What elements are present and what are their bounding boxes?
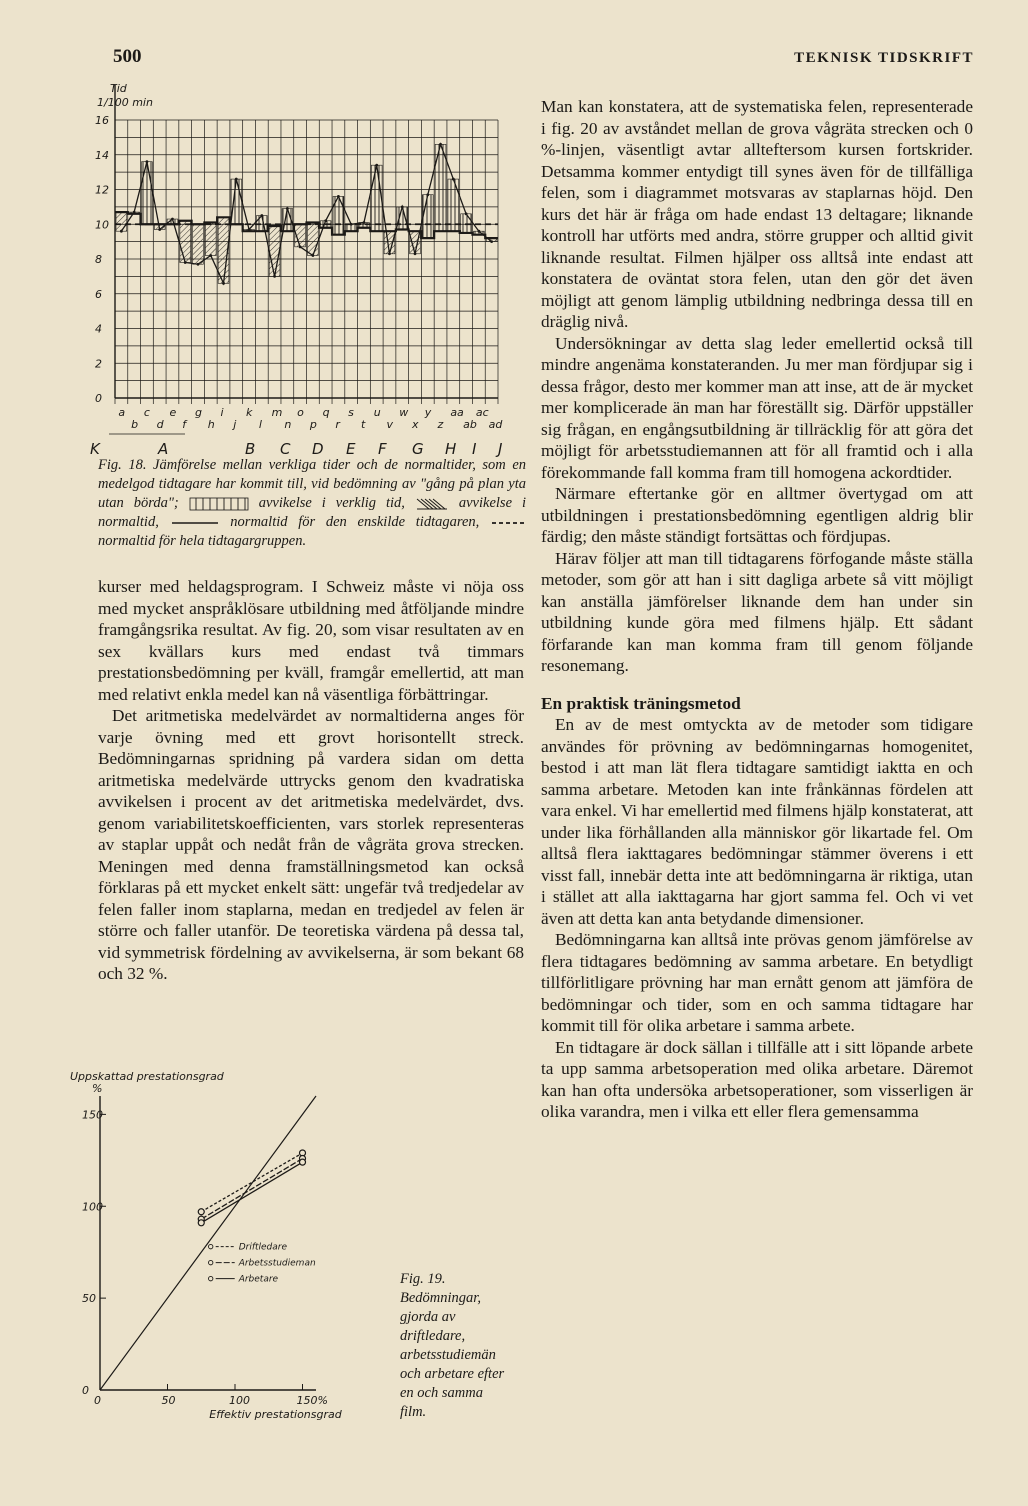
fig18-xtick-upper: c (143, 406, 150, 419)
fig18-group-label: I (472, 440, 477, 458)
fig18-actual-point (260, 214, 263, 217)
fig18-actual-point (477, 230, 480, 233)
fig18-legend-vertical: avvikelse i verklig tid, (258, 495, 405, 511)
fig18-actual-point (197, 263, 200, 266)
fig19-xtick: 150% (296, 1394, 328, 1407)
fig18-deviation-bar (193, 224, 204, 264)
fig18-actual-point (184, 261, 187, 264)
fig18-deviation-bar (308, 223, 319, 256)
fig18-actual-point (388, 252, 391, 255)
fig18-xtick-upper: i (220, 406, 224, 419)
fig18-xtick-lower: ad (488, 418, 503, 431)
fig18-group-label: F (378, 440, 387, 458)
fig18-caption-label: Fig. 18. (98, 457, 147, 473)
section-heading: En praktisk träningsmetod (541, 693, 741, 713)
fig18-deviation-bar (205, 223, 216, 256)
fig18-ytick: 0 (95, 392, 102, 405)
fig18-actual-point (299, 245, 302, 248)
fig18-chart (90, 80, 520, 458)
left-paragraph: kurser med heldagsprogram. I Schweiz måste vi nöja oss med mycket anspråklösare utbildning med åtföljande mindre framgångsrika resultat. Av fig. 20, som visar resultaten av en sex kvällars kurs med endast två timmars prestationsbedömning per kväll, framgår emellertid, att man med relativt enkla medel kan nå väsentliga förbättringar. (98, 577, 524, 704)
fig18-xtick-upper: a (118, 406, 126, 419)
fig18-xtick-lower: v (386, 418, 393, 431)
fig19-caption: Fig. 19. Bedömningar, gjorda av driftledare, arbetsstudiemän och arbetare efter en och samma film. (400, 1271, 505, 1420)
fig18-xtick-lower: j (233, 418, 237, 431)
fig18-xtick-lower: h (207, 418, 215, 431)
fig18-ytick: 14 (95, 148, 109, 162)
fig18-actual-point (426, 193, 429, 196)
fig18-caption (98, 456, 526, 551)
page-number: 500 (113, 46, 142, 67)
fig18-legend-solid: normaltid för den enskilde tidtagaren, (230, 514, 480, 530)
fig19-ytick: 0 (82, 1384, 89, 1397)
fig18-xtick-upper: w (399, 406, 409, 419)
fig19-point (300, 1159, 306, 1165)
fig18-actual-point (337, 195, 340, 198)
fig18-actual-point (146, 160, 149, 163)
fig18-deviation-bar (371, 165, 382, 231)
journal-title: TEKNISK TIDSKRIFT (794, 50, 974, 66)
solid-line-symbol (170, 519, 220, 527)
fig18-deviation-bar (333, 196, 344, 234)
fig18-labels (90, 82, 503, 458)
right-column (541, 96, 973, 1123)
fig18-xtick-lower: f (182, 418, 187, 431)
fig18-group-label: A (158, 440, 169, 458)
fig19-xtick: 0 (94, 1394, 101, 1407)
fig18-actual-point (158, 228, 161, 231)
fig18-xtick-upper: e (169, 406, 177, 419)
fig19-series-line (201, 1162, 302, 1223)
fig18-actual-point (375, 164, 378, 167)
fig19-legend (209, 1243, 316, 1285)
fig19-xtick: 50 (161, 1394, 176, 1407)
fig18-xtick-upper: q (322, 406, 330, 419)
fig18-deviation-bar (142, 162, 153, 225)
fig18-group-label: G (412, 440, 424, 458)
dashed-line-symbol (490, 519, 526, 527)
fig18-grid (115, 85, 498, 404)
fig18-actual-point (311, 254, 314, 257)
fig18-deviation-bar (397, 207, 408, 230)
fig18-ylabel-unit: 1/100 min (97, 96, 153, 109)
fig18-actual-point (363, 221, 366, 224)
fig19-legend-marker (209, 1276, 213, 1280)
fig18-actual-point (209, 254, 212, 257)
fig18-xtick-lower: ab (463, 418, 477, 431)
fig18-xtick-upper: g (194, 406, 202, 419)
fig18-actual-point (465, 212, 468, 215)
right-paragraph: Närmare eftertanke gör en alltmer övertygad om att utbildningen i prestationsbedömning egentligen aldrig blir färdig; den måste ständigt fortsättas och fördjupas. (541, 484, 973, 546)
right-paragraph: En av de mest omtyckta av de metoder som tidigare användes för prövning av bedömningarnas homogenitet, bestod i att man lät flera tidtagare samtidigt iaktta en och samma arbetare. Metoden kan inte frånkännas fördelen att vara enkel. Vi har emellertid med filmens hjälp konstaterat, att under lika förhållanden alla människor gör likartade fel. Om alltså flera iakttagares bedömningar stämmer överens i ett visst fall, innebär detta inte att bedömningarna är riktiga, utan i stället att alla iakttagarna har gjort samma fel. Och vi vet även att detta kan anta betydande dimensioner. (541, 715, 973, 928)
fig19-ytick: 150 (82, 1108, 103, 1122)
right-paragraph: Bedömningarna kan alltså inte prövas genom jämförelse av flera tidtagares bedömning av samma arbetare. En betydligt tillförlitligare prövning har man ernått genom att jämföra de bedömningar och tider, som en och samma tidtagare har kommit till för olika arbetare i samma arbete. (541, 930, 973, 1035)
fig18-group-label: E (346, 440, 356, 458)
fig19-ylabel: Uppskattad prestationsgrad (70, 1070, 224, 1083)
fig18-actual-point (171, 218, 174, 221)
fig18-xtick-lower: b (131, 418, 139, 431)
fig18-deviation-bar (116, 212, 127, 231)
fig18-group-label: B (245, 440, 256, 458)
right-paragraph: En tidtagare är dock sällan i tillfälle att i sitt löpande arbete ta upp samma arbetsoperation med olika arbetare. Däremot kan han ofta undersöka arbetsoperationer, som visserligen är olika varandra, men i vilka ett eller flera gemensamma (541, 1037, 973, 1121)
fig18-xtick-upper: ac (475, 406, 489, 419)
fig18-caption-text: Jämförelse mellan verkliga tider och de normaltider, som en medelgod tidtagare har kommit till, vid bedömning av "gång på plan yta utan börda"; (98, 457, 527, 511)
fig18-ytick: 6 (95, 287, 102, 301)
fig18-ytick: 8 (95, 253, 102, 266)
fig18-xtick-lower: p (309, 418, 317, 431)
diagonal-hatch-symbol (415, 497, 449, 511)
fig18-ytick: 2 (95, 357, 102, 371)
fig18-group-label: C (280, 440, 291, 458)
fig18-xtick-upper: k (246, 406, 253, 419)
fig18-group-label: H (445, 440, 457, 458)
fig19-legend-marker (209, 1244, 213, 1248)
fig19-xlabel: Effektiv prestationsgrad (209, 1408, 342, 1421)
fig18-actual-point (452, 178, 455, 181)
fig19-ytick: 100 (82, 1200, 103, 1214)
left-paragraph: Det aritmetiska medelvärdet av normaltiderna anges för varje övning med ett grovt horisontellt streck. Bedömningarnas spridning på vardera sidan om detta aritmetiska medelvärde uttrycks genom den kvadratiska avvikelsen i procent av det aritmetiska medelvärdet, dvs. genom variabilitetskoefficienten, vars storlek representeras av staplar uppåt och nedåt från de vågräta grova strecken. Meningen med denna framställningsmetod kan också förklaras på ett mycket enkelt sätt: ungefär två tredjedelar av felen faller inom staplarna, medan en tredjedel av felen är större och faller utanför. De teoretiska värdena på dessa tal, vid symmetrisk fördelning av avvikelserna, är som bekant 68 och 32 %. (98, 706, 524, 983)
fig18-actual-point (401, 205, 404, 208)
fig19-ylabel-unit: % (92, 1082, 103, 1095)
fig18-xtick-lower: t (360, 418, 366, 431)
fig19-legend-label: Arbetsstudieman (238, 1258, 316, 1269)
fig18-actual-point (235, 178, 238, 181)
fig18-xtick-lower: l (258, 418, 262, 431)
fig18-ytick: 16 (95, 114, 109, 127)
fig18-ytick: 12 (95, 183, 109, 197)
fig18-deviation-bar (422, 195, 433, 238)
fig18-xtick-upper: u (373, 406, 381, 419)
fig18-actual-point (273, 275, 276, 278)
fig18-actual-point (439, 143, 442, 146)
fig18-group-label: K (90, 440, 100, 458)
left-column (98, 576, 524, 985)
fig18-deviation-bar (269, 226, 280, 276)
right-paragraph: Undersökningar av detta slag leder emellertid också till mindre angenäma konstateranden. Ju mer man fördjupar sig i dessa frågor, desto mer kommer man att inse, att de är mycket mer komplicerade än man har föreställt sig. Därför uppställer sig frågan, en engångsutbildning är tillräcklig för att göra det möjligt för arbetsstudiemannen att för all framtid och i alla förekommande fall komma fram till homogena ackordtider. (541, 333, 973, 482)
right-paragraph: Man kan konstatera, att de systematiska felen, representerade i fig. 20 av avståndet mellan de grova vågräta strecken och 0 %-linjen, väsentligt avtar allteftersom kursen fortskrider. Detsamma kommer entydigt till synes även för de tillfälliga felen, som i diagrammet motsvaras av staplarnas höjd. Den kurs det här är fråga om hade endast 13 deltagare; liknande kontroll har utförts med andra, större grupper och alltid givit liknande resultat. Filmen hjälper oss alltså inte endast att konstatera de oväntat stora felen, utan den gör det även möjligt att genom lämplig utbildning nedbringa dessa till en dräglig nivå. (541, 97, 973, 331)
fig18-deviation-bar (180, 221, 191, 263)
fig19-series-line (201, 1158, 302, 1219)
fig19-legend-label: Driftledare (238, 1242, 288, 1253)
vertical-hatch-symbol (189, 497, 249, 511)
fig18-xtick-lower: z (437, 418, 444, 431)
fig18-actual-point (490, 240, 493, 243)
fig18-group-label: J (498, 440, 503, 458)
fig19-point (198, 1220, 204, 1226)
fig18-legend-dashed: normaltid för hela tidtagargruppen. (98, 533, 307, 549)
fig18-actual-point (324, 219, 327, 222)
fig18-xtick-upper: y (424, 406, 432, 419)
fig18-xtick-upper: m (271, 406, 283, 419)
fig18-xtick-upper: o (297, 406, 304, 419)
fig18-xtick-upper: aa (450, 406, 464, 419)
fig19-xtick: 100 (229, 1394, 250, 1407)
fig18-group-label: D (312, 440, 324, 458)
fig18-actual-point (286, 207, 289, 210)
fig18-xtick-upper: s (348, 406, 354, 419)
fig18-ytick: 4 (95, 322, 102, 336)
fig19-ytick: 50 (82, 1292, 96, 1306)
fig18-actual-point (414, 252, 417, 255)
right-paragraph: Härav följer att man till tidtagarens förfogande måste ställa metoder, som gör att han i sitt dagliga arbete så vitt möjligt kan anställa jämförelser liknande dem han under sin utbildning kunde göra med filmens hjälp. Ett sådant förfarande kan man komma fram till genom följande resonemang. (541, 548, 973, 675)
fig18-xtick-lower: d (156, 418, 164, 431)
fig18-actual-point (222, 282, 225, 285)
fig18-legend-diagonal: avvikelse i normaltid, (98, 495, 526, 530)
fig18-xtick-lower: r (335, 418, 340, 431)
fig19-legend-label: Arbetare (238, 1274, 279, 1285)
fig18-deviation-bar (231, 179, 242, 224)
fig18-actual-point (120, 230, 123, 233)
fig18-xtick-lower: n (284, 418, 292, 431)
fig19-point (198, 1209, 204, 1215)
fig18-xtick-lower: x (412, 418, 419, 431)
fig18-ytick: 10 (95, 218, 109, 232)
fig19-legend-marker (209, 1260, 213, 1264)
fig18-ylabel: Tid (110, 82, 127, 95)
fig19-chart (70, 1070, 400, 1422)
